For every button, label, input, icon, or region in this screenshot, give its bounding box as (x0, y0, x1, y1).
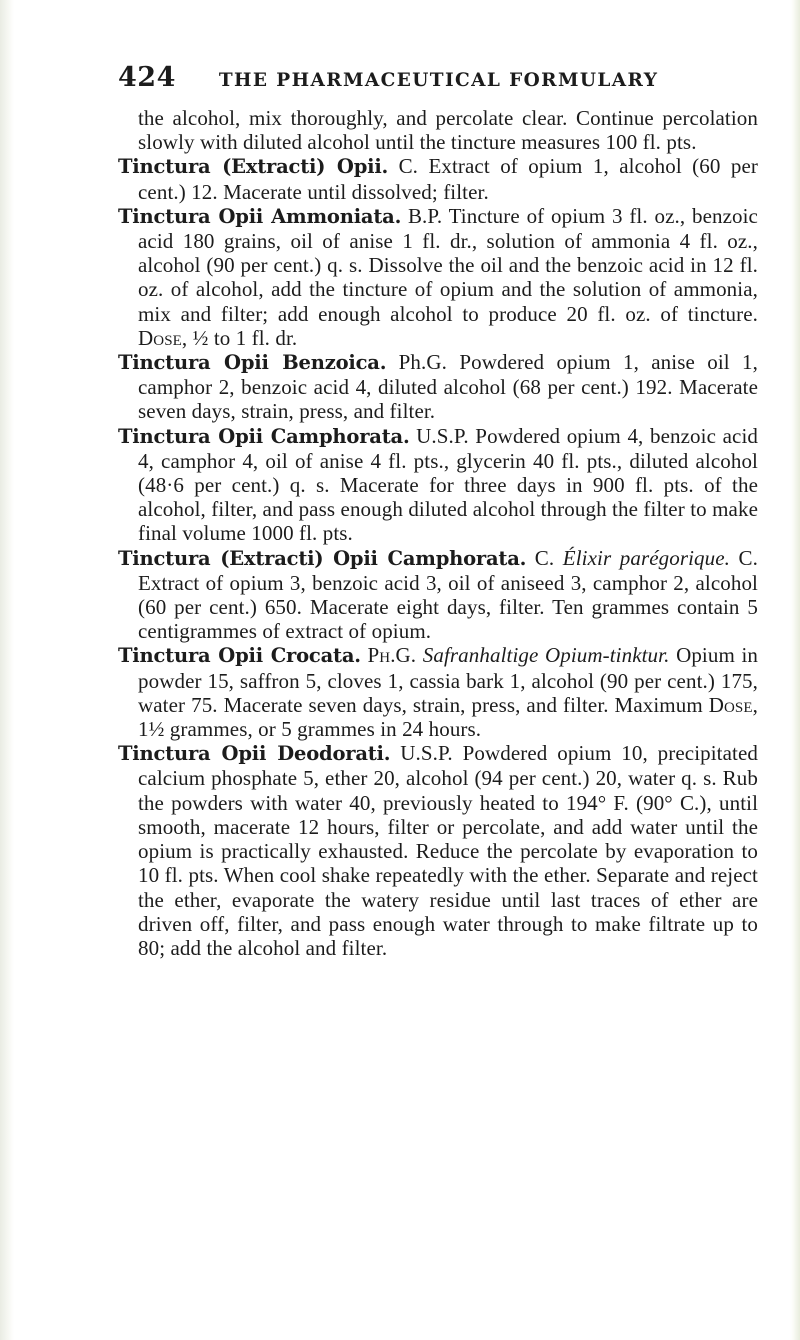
formula-entry-tinctura-opii-camphorata (118, 424, 758, 546)
dose-text: 1½ grammes, or 5 grammes in 24 hours. (138, 717, 482, 742)
entry-alias: Safranhaltige Opium-tinktur. (422, 643, 670, 668)
dose-label: Dose, (138, 325, 188, 350)
entry-heading: Tinctura Opii Crocata. (118, 644, 361, 668)
formula-entry-tinctura-extracti-opii-camphorata (118, 546, 758, 644)
entry-heading: Tinctura Opii Benzoica. (118, 351, 387, 375)
continued-paragraph (118, 106, 758, 154)
book-page (118, 62, 758, 960)
continued-text: the alcohol, mix thoroughly, and percolate clear. Continue percolation slowly with diluted alcohol until the tincture measures 100 fl. pts. (138, 106, 758, 155)
entry-source: C. (534, 545, 555, 570)
entry-alias: Élixir parégorique. (562, 545, 731, 570)
entry-text: B.P. Tincture of opium 3 fl. oz., benzoic acid 180 grains, oil of anise 1 fl. dr., solution of ammonia 4 fl. oz., alcohol (90 per cent.) q. s. Dissolve the oil and the benzoic acid in 12 fl. oz. of alcohol, add the tincture of opium and the solution of ammonia, mix and filter; add enough alcohol to produce 20 fl. oz. of tincture. (138, 203, 758, 326)
entry-heading: Tinctura (Extracti) Opii Camphorata. (118, 546, 527, 570)
dose-label: Dose, (708, 692, 758, 717)
entry-text: U.S.P. Powdered opium 4, benzoic acid 4, camphor 4, oil of anise 4 fl. pts., glycerin 40 fl. pts., diluted alcohol (48·6 per cent.) q. s. Macerate for three days in 900 fl. pts. of the alcohol, filter, and pass enough diluted alcohol through the filter to make final volume 1000 fl. pts. (138, 423, 758, 546)
running-head (118, 62, 758, 104)
binding-shadow-left (0, 0, 14, 1340)
entry-text: Ph.G. Powdered opium 1, anise oil 1, camphor 2, benzoic acid 4, diluted alcohol (68 per cent.) 192. Macerate seven days, strain, press, and filter. (138, 350, 758, 424)
entry-heading: Tinctura Opii Camphorata. (118, 424, 410, 448)
entry-text: C. Extract of opium 1, alcohol (60 per cent.) 12. Macerate until dissolved; filter. (138, 154, 759, 204)
entry-heading: Tinctura (Extracti) Opii. (118, 155, 389, 179)
formula-entry-tinctura-opii-ammoniata (118, 204, 758, 350)
entry-heading: Tinctura Opii Deodorati. (118, 742, 391, 766)
entry-text: C. Extract of opium 3, benzoic acid 3, oil of aniseed 3, camphor 2, alcohol (60 per cent.) 650. Macerate eight days, filter. Ten grammes contain 5 centigrammes of extract of opium. (138, 545, 759, 644)
page-title: THE PHARMACEUTICAL FORMULARY (218, 70, 659, 91)
entry-source: Ph.G. (367, 643, 417, 668)
formula-entry-tinctura-extracti-opii (118, 154, 758, 203)
entry-text: Opium in powder 15, saffron 5, cloves 1, cassia bark 1, alcohol (90 per cent.) 175, water 75. Macerate seven days, strain, press, and filter. Maximum (138, 643, 759, 717)
formulary-text (118, 106, 758, 960)
entry-heading: Tinctura Opii Ammoniata. (118, 204, 402, 228)
entry-text: U.S.P. Powdered opium 10, precipitated calcium phosphate 5, ether 20, alcohol (94 per cent.) 20, water q. s. Rub the powders with water 40, previously heated to 194° F. (90° C.), until smooth, macerate 12 hours, filter or percolate, and add water until the opium is practically exhausted. Reduce the percolate by evaporation to 10 fl. pts. When cool shake repeatedly with the ether. Separate and reject the ether, evaporate the watery residue until last traces of ether are driven off, filter, and pass enough water through to make filtrate up to 80; add the alcohol and filter. (138, 741, 758, 960)
page-number: 424 (118, 62, 176, 93)
page-edge-right (790, 0, 800, 1340)
formula-entry-tinctura-opii-crocata (118, 643, 758, 741)
dose-text: ½ to 1 fl. dr. (192, 325, 298, 350)
formula-entry-tinctura-opii-deodorati (118, 741, 758, 960)
formula-entry-tinctura-opii-benzoica (118, 350, 758, 424)
